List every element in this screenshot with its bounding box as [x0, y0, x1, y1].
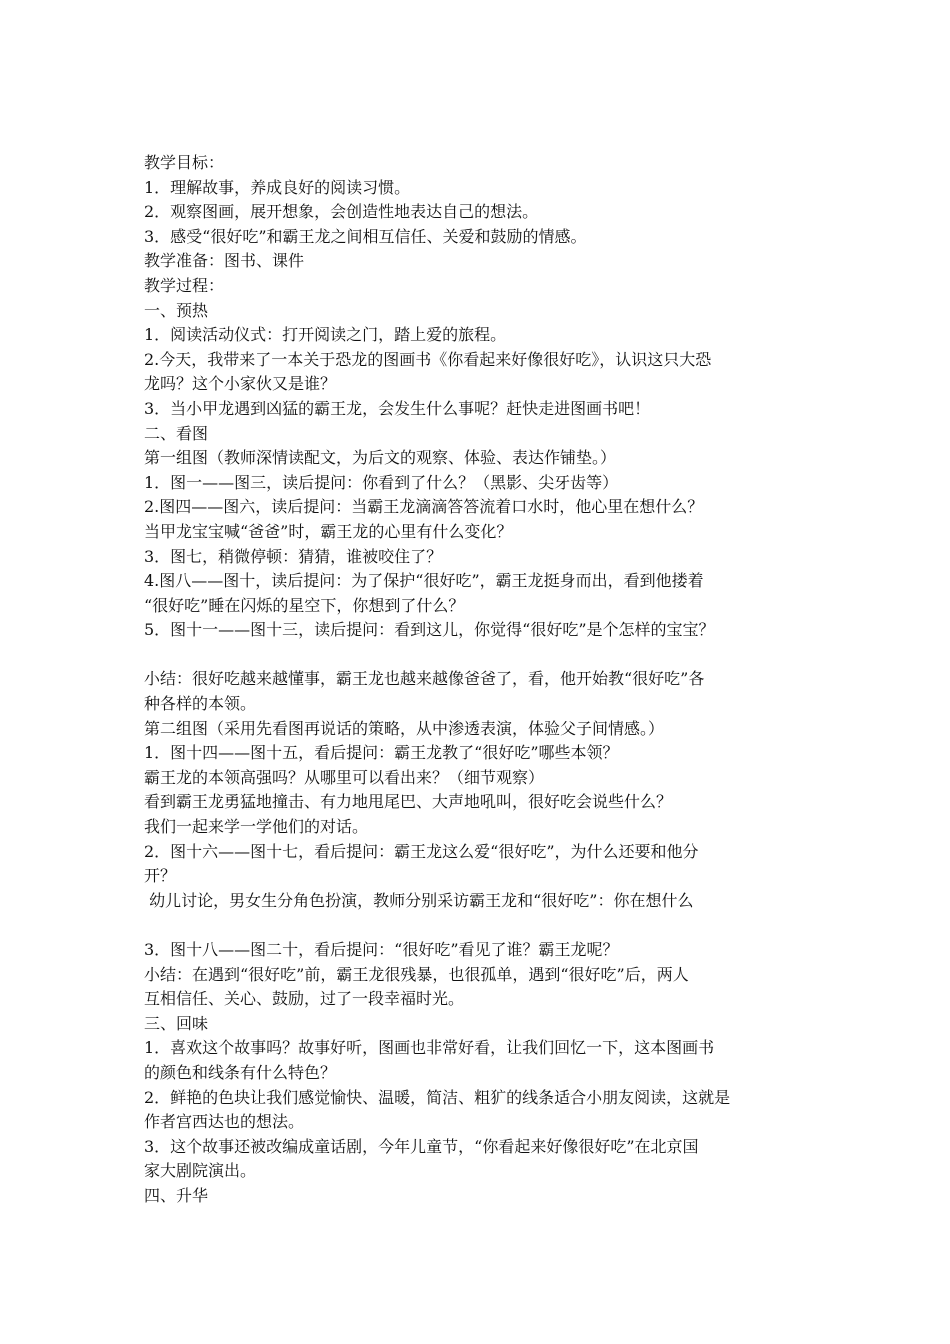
text-line: 2．图十六——图十七，看后提问：霸王龙这么爱“很好吃”，为什么还要和他分: [144, 841, 699, 861]
text-line: 3．当小甲龙遇到凶猛的霸王龙，会发生什么事呢？赶快走进图画书吧！: [144, 398, 651, 418]
text-line: 小结：在遇到“很好吃”前，霸王龙很残暴，也很孤单，遇到“很好吃”后，两人: [144, 964, 689, 984]
text-line: 的颜色和线条有什么特色？: [144, 1062, 337, 1082]
text-line: 霸王龙的本领高强吗？从哪里可以看出来？（细节观察）: [144, 767, 545, 787]
text-line: 教学过程：: [144, 275, 225, 295]
text-line: 第二组图（采用先看图再说话的策略，从中渗透表演，体验父子间情感。）: [144, 718, 665, 738]
text-line: 我们一起来学一学他们的对话。: [144, 817, 369, 837]
text-line: 小结：很好吃越来越懂事，霸王龙也越来越像爸爸了，看，他开始教“很好吃”各: [144, 669, 705, 689]
text-line: 家大剧院演出。: [144, 1161, 257, 1181]
document-body: [144, 151, 934, 1209]
text-line: 一、预热: [144, 300, 209, 320]
text-line: 幼儿讨论，男女生分角色扮演，教师分别采访霸王龙和“很好吃”：你在想什么: [144, 890, 694, 910]
text-line: 1．图一——图三，读后提问：你看到了什么？（黑影、尖牙齿等）: [144, 472, 619, 492]
text-line: “很好吃”睡在闪烁的星空下，你想到了什么？: [144, 595, 465, 615]
text-line: 三、回味: [144, 1013, 209, 1033]
text-line: 开？: [144, 866, 177, 886]
text-line: 3．这个故事还被改编成童话剧，今年儿童节，“你看起来好像很好吃”在北京国: [144, 1136, 699, 1156]
text-line: 1．阅读活动仪式：打开阅读之门，踏上爱的旅程。: [144, 325, 507, 345]
text-line: 龙吗？这个小家伙又是谁？: [144, 374, 337, 394]
text-line: 四、升华: [144, 1185, 209, 1205]
text-line: 2．观察图画，展开想象，会创造性地表达自己的想法。: [144, 202, 539, 222]
text-line: 教学准备：图书、课件: [144, 251, 305, 271]
text-line: 1．喜欢这个故事吗？故事好听，图画也非常好看，让我们回忆一下，这本图画书: [144, 1038, 715, 1058]
text-line: 作者宫西达也的想法。: [144, 1112, 305, 1132]
text-line: 二、看图: [144, 423, 209, 443]
text-line: 1．图十四——图十五，看后提问：霸王龙教了“很好吃”哪些本领？: [144, 743, 619, 763]
text-line: 看到霸王龙勇猛地撞击、有力地甩尾巴、大声地吼叫，很好吃会说些什么？: [144, 792, 673, 812]
text-line: 1．理解故事，养成良好的阅读习惯。: [144, 177, 411, 197]
text-line: 2．鲜艳的色块让我们感觉愉快、温暖，简洁、粗犷的线条适合小朋友阅读，这就是: [144, 1087, 731, 1107]
text-line: 互相信任、关心、鼓励，过了一段幸福时光。: [144, 989, 465, 1009]
text-line: 2.今天，我带来了一本关于恐龙的图画书《你看起来好像很好吃》，认识这只大恐: [144, 349, 712, 369]
blank-line: [144, 913, 934, 938]
text-line: 3．图十八——图二十，看后提问：“很好吃”看见了谁？霸王龙呢？: [144, 940, 619, 959]
text-line: 种各样的本领。: [144, 694, 257, 714]
text-line: 第一组图（教师深情读配文，为后文的观察、体验、表达作铺垫。）: [144, 448, 617, 468]
text-line: 当甲龙宝宝喊“爸爸”时，霸王龙的心里有什么变化？: [144, 521, 513, 541]
text-line: 4.图八——图十，读后提问：为了保护“很好吃”，霸王龙挺身而出，看到他搂着: [144, 571, 704, 591]
text-line: 5．图十一——图十三，读后提问：看到这儿，你觉得“很好吃”是个怎样的宝宝？: [144, 620, 715, 640]
text-line: 2.图四——图六，读后提问：当霸王龙滴滴答答流着口水时，他心里在想什么？: [144, 497, 704, 517]
text-line: 教学目标：: [144, 153, 225, 172]
text-line: 3．感受“很好吃”和霸王龙之间相互信任、关爱和鼓励的情感。: [144, 226, 587, 246]
blank-line: [144, 643, 934, 668]
text-line: 3．图七，稍微停顿：猜猜，谁被咬住了？: [144, 546, 443, 566]
